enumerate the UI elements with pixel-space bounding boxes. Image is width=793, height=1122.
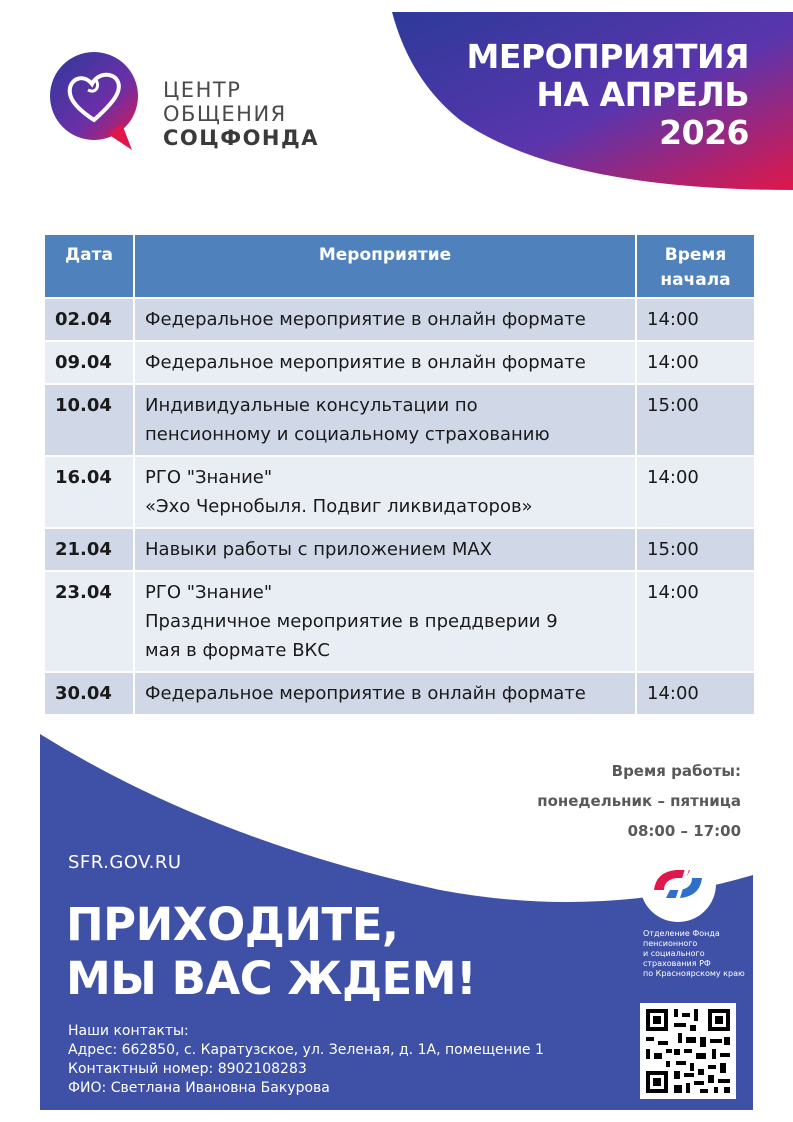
table-row [44, 298, 755, 341]
banner-title-line-3: 2026 [659, 113, 749, 152]
event-date: 10.04 [44, 384, 134, 456]
event-time: 15:00 [636, 384, 755, 456]
event-time: 14:00 [636, 341, 755, 384]
event-title [134, 298, 636, 341]
table-body [44, 298, 755, 715]
event-date: 09.04 [44, 341, 134, 384]
working-hours-time: 08:00 – 17:00 [627, 822, 741, 840]
table-header-row [44, 234, 755, 298]
banner-title [429, 38, 749, 152]
website-link[interactable]: SFR.GOV.RU [68, 852, 182, 873]
logo-line-3: СОЦФОНДА [163, 126, 319, 150]
banner-title-line-2: НА АПРЕЛЬ [536, 75, 749, 114]
event-title-line: пенсионному и социальному страхованию [145, 424, 550, 445]
event-title [134, 672, 636, 715]
working-hours-days: понедельник – пятница [537, 792, 741, 810]
contacts-title: Наши контакты: [68, 1023, 189, 1039]
event-title [134, 571, 636, 672]
event-date: 16.04 [44, 456, 134, 528]
event-title-line: «Эхо Чернобыля. Подвиг ликвидаторов» [145, 496, 533, 517]
sfr-caption-line-4: страхования РФ [643, 959, 711, 968]
event-date: 23.04 [44, 571, 134, 672]
contacts-phone: Контактный номер: 8902108283 [68, 1061, 307, 1077]
events-table [43, 233, 756, 716]
event-date: 30.04 [44, 672, 134, 715]
event-time: 14:00 [636, 571, 755, 672]
working-hours [537, 756, 741, 846]
contacts-name: ФИО: Светлана Ивановна Бакурова [68, 1080, 330, 1096]
event-title-line: мая в формате ВКС [145, 640, 330, 661]
banner-title-line-1: МЕРОПРИЯТИЯ [466, 37, 749, 76]
event-time: 14:00 [636, 672, 755, 715]
table-row [44, 456, 755, 528]
event-time: 15:00 [636, 528, 755, 571]
event-title-line: РГО "Знание" [145, 467, 273, 488]
contacts-address: Адрес: 662850, с. Каратузское, ул. Зеленая, д. 1А, помещение 1 [68, 1042, 544, 1058]
event-date: 21.04 [44, 528, 134, 571]
qr-code-icon[interactable] [640, 1003, 736, 1099]
event-title-line: РГО "Знание" [145, 582, 273, 603]
event-date: 02.04 [44, 298, 134, 341]
heart-speech-bubble-icon [48, 50, 144, 152]
event-title [134, 341, 636, 384]
table-row [44, 384, 755, 456]
header-date: Дата [44, 234, 134, 298]
slogan [66, 898, 476, 1006]
sfr-caption-line-2: пенсионного [643, 939, 698, 948]
header-event: Мероприятие [134, 234, 636, 298]
event-title [134, 456, 636, 528]
event-time: 14:00 [636, 298, 755, 341]
logo-line-2: ОБЩЕНИЯ [163, 102, 287, 126]
event-title [134, 528, 636, 571]
sfr-caption-line-1: Отделение Фонда [643, 929, 720, 938]
header-time-line-2: начала [660, 270, 731, 290]
contacts [68, 1022, 544, 1098]
sfr-caption-line-3: и социального [643, 949, 705, 958]
table-row [44, 341, 755, 384]
table-row [44, 571, 755, 672]
slogan-line-1: ПРИХОДИТЕ, [66, 898, 399, 951]
table-row [44, 528, 755, 571]
event-title-line: Праздничное мероприятие в преддверии 9 [145, 611, 558, 632]
event-title-line: Федеральное мероприятие в онлайн формате [145, 352, 586, 373]
event-title-line: Индивидуальные консультации по [145, 395, 478, 416]
sfr-caption-line-5: по Красноярскому краю [643, 969, 745, 978]
sfr-logo-icon [640, 846, 716, 922]
sfr-caption [643, 929, 745, 979]
header-time [636, 234, 755, 298]
table-row [44, 672, 755, 715]
logo-text [163, 78, 319, 150]
header-time-line-1: Время [664, 245, 727, 265]
event-title-line: Федеральное мероприятие в онлайн формате [145, 309, 586, 330]
event-title-line: Федеральное мероприятие в онлайн формате [145, 683, 586, 704]
logo-line-1: ЦЕНТР [163, 78, 242, 102]
event-title-line: Навыки работы с приложением MAX [145, 539, 493, 560]
slogan-line-2: МЫ ВАС ЖДЕМ! [66, 952, 477, 1005]
event-time: 14:00 [636, 456, 755, 528]
event-title [134, 384, 636, 456]
working-hours-title: Время работы: [611, 762, 741, 780]
